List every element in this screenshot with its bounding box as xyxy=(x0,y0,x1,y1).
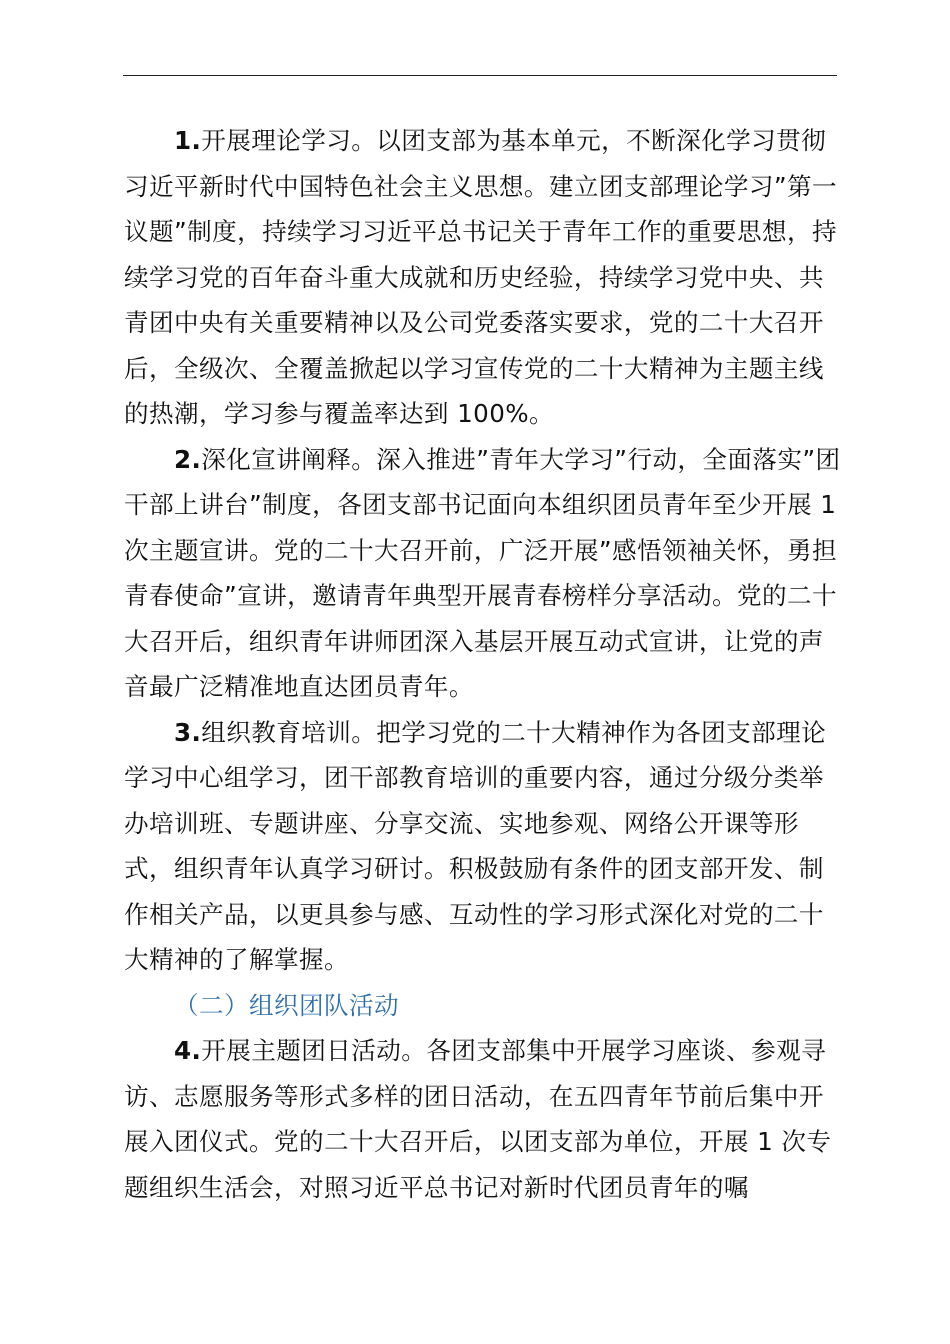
paragraph-text: 深化宣讲阐释。深入推进”青年大学习”行动，全面落实”团干部上讲台”制度，各团支部书记面向本组织团员青年至少开展 1 次主题宣讲。党的二十大召开前，广泛开展”感悟领袖关怀，勇担青春使命”宣讲，邀请青年典型开展青春榜样分享活动。党的二十大召开后，组织青年讲师团深入基层开展互动式宣讲，让党的声音最广泛精准地直达团员青年。 xyxy=(124,444,841,701)
section-heading: （二）组织团队活动 xyxy=(174,990,399,1020)
paragraph-2 xyxy=(124,437,848,710)
header-rule xyxy=(123,75,837,76)
paragraph-3 xyxy=(124,710,848,983)
paragraph-text: 组织教育培训。把学习党的二十大精神作为各团支部理论学习中心组学习，团干部教育培训的重要内容，通过分级分类举办培训班、专题讲座、分享交流、实地参观、网络公开课等形式，组织青年认真学习研讨。积极鼓励有条件的团支部开发、制作相关产品，以更具参与感、互动性的学习形式深化对党的二十大精神的了解掌握。 xyxy=(124,717,827,974)
paragraph-number: 4. xyxy=(174,1036,202,1065)
document-body xyxy=(124,118,848,1210)
paragraph-text: 开展理论学习。以团支部为基本单元，不断深化学习贯彻习近平新时代中国特色社会主义思想。建立团支部理论学习”第一议题”制度，持续学习习近平总书记关于青年工作的重要思想，持续学习党的百年奋斗重大成就和历史经验，持续学习党中央、共青团中央有关重要精神以及公司党委落实要求，党的二十大召开后，全级次、全覆盖掀起以学习宣传党的二十大精神为主题主线的热潮，学习参与覆盖率达到 100%。 xyxy=(124,126,837,428)
paragraph-number: 2. xyxy=(174,444,202,474)
paragraph-number: 3. xyxy=(174,717,202,747)
paragraph-number: 1. xyxy=(174,126,202,155)
paragraph-text: 开展主题团日活动。各团支部集中开展学习座谈、参观寻访、志愿服务等形式多样的团日活动，在五四青年节前后集中开展入团仪式。党的二十大召开后，以团支部为单位，开展 1 次专题组织生活会，对照习近平总书记对新时代团员青年的嘱 xyxy=(124,1036,832,1202)
paragraph-1 xyxy=(124,118,848,437)
paragraph-4 xyxy=(124,1028,848,1210)
